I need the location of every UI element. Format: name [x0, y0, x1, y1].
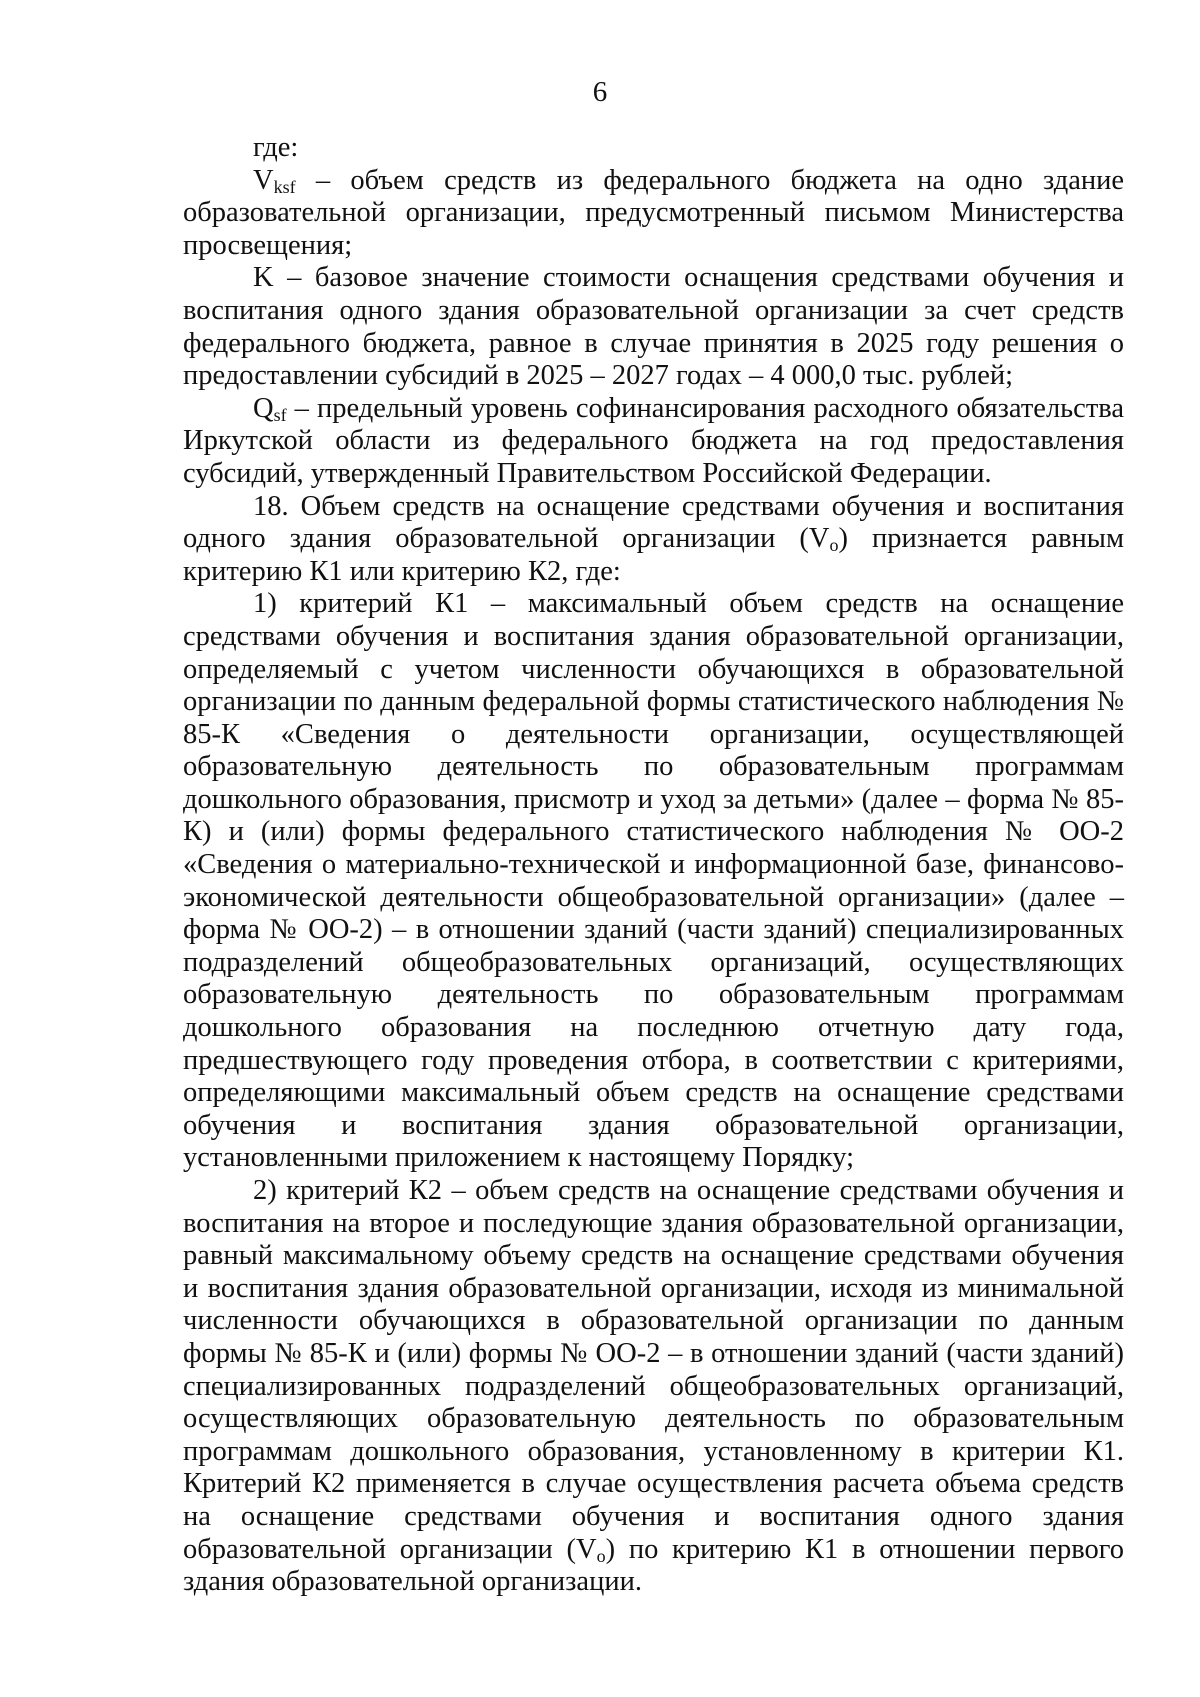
clause-18-text-start: 18. Объем средств на оснащение средствами обучения и воспитания одного здания образовательной организации (V	[183, 490, 1124, 555]
page-number: 6	[592, 76, 608, 108]
qsf-symbol: Q	[253, 392, 274, 424]
definition-k: K – базовое значение стоимости оснащения средствами обучения и воспитания одного здания образовательной организации за счет средств федерального бюджета, равное в случае принятия в 2025 году решения о предоставлении субсидий в 2025 – 2027 годах – 4 000,0 тыс. рублей;	[183, 262, 1124, 392]
criterion-k1: 1) критерий К1 – максимальный объем средств на оснащение средствами обучения и воспитания здания образовательной организации, определяемый с учетом численности обучающихся в образовательной организации по данным федеральной формы статистического наблюдения № 85-К «Сведения о деятельности организации, осуществляющей образовательную деятельность по образовательным программам дошкольного образования, присмотр и уход за детьми» (далее – форма № 85-К) и (или) формы федерального статистического наблюдения № ОО-2 «Сведения о материально-технической и информационной базе, финансово-экономической деятельности общеобразовательной организации» (далее – форма № ОО-2) – в отношении зданий (части зданий) специализированных подразделений общеобразовательных организаций, осуществляющих образовательную деятельность по образовательным программам дошкольного образования на последнюю отчетную дату года, предшествующего году проведения отбора, в соответствии с критериями, определяющими максимальный объем средств на оснащение средствами обучения и воспитания здания образовательной организации, установленными приложением к настоящему Порядку;	[183, 588, 1124, 1174]
vksf-subscript: ksf	[273, 176, 296, 197]
clause-18-text-end: ) признается равным критерию К1 или критерию К2, где:	[183, 523, 1124, 587]
definition-qsf	[183, 393, 1124, 491]
qsf-description: – предельный уровень софинансирования расходного обязательства Иркутской области из федерального бюджета на год предоставления субсидий, утвержденный Правительством Российской Федерации.	[183, 392, 1124, 489]
clause-18-subscript: о	[829, 535, 839, 556]
criterion-k2-text-end: ) по критерию К1 в отношении первого здания образовательной организации.	[183, 1533, 1124, 1598]
document-body	[183, 132, 1124, 1599]
criterion-k2-subscript: о	[596, 1545, 606, 1566]
vksf-description: – объем средств из федерального бюджета на одно здание образовательной организации, предусмотренный письмом Министерства просвещения;	[183, 164, 1124, 261]
vksf-symbol: V	[253, 164, 274, 196]
qsf-subscript: sf	[273, 404, 287, 425]
definition-vksf	[183, 165, 1124, 263]
criterion-k2	[183, 1175, 1124, 1599]
clause-18	[183, 491, 1124, 589]
criterion-k2-text-start: 2) критерий К2 – объем средств на оснащение средствами обучения и воспитания на второе и последующие здания образовательной организации, равный максимальному объему средств на оснащение средствами обучения и воспитания здания образовательной организации, исходя из минимальной численности обучающихся в образовательной организации по данным формы № 85-К и (или) формы № ОО-2 – в отношении зданий (части зданий) специализированных подразделений общеобразовательных организаций, осуществляющих образовательную деятельность по образовательным программам дошкольного образования, установленному в критерии К1. Критерий К2 применяется в случае осуществления расчета объема средств на оснащение средствами обучения и воспитания одного здания образовательной организации (V	[183, 1175, 1124, 1565]
definitions-intro: где:	[253, 132, 299, 163]
